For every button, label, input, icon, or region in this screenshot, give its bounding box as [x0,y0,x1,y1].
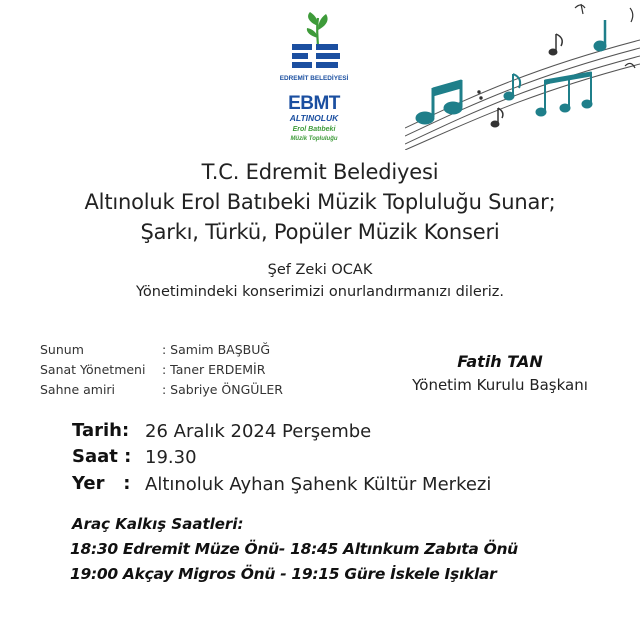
credit-value: : Taner ERDEMİR [162,362,266,377]
signatory-role: Yönetim Kurulu Başkanı [412,376,588,394]
credit-label: Sahne amiri [40,382,116,397]
credit-label: Sunum [40,342,84,357]
ebmt-logo-mark: EBMT [288,93,340,114]
ebmt-logo-caption-3: Müzik Topluluğu [290,136,338,142]
bus-schedule-line-2: 19:00 Akçay Migros Önü - 19:15 Güre İskele Işıklar [70,565,497,583]
signatory-name: Fatih TAN [457,352,543,371]
title-line-1: T.C. Edremit Belediyesi [201,160,439,184]
credit-label: Sanat Yönetmeni [40,362,146,377]
place-value: Altınoluk Ayhan Şahenk Kültür Merkezi [145,474,492,495]
time-label: Saat : [72,446,132,467]
ebmt-logo-caption-1: ALTINOLUK [289,113,339,123]
invitation-line: Yönetimindeki konserimizi onurlandırmanızı dileriz. [135,284,505,300]
bus-schedule-heading: Araç Kalkış Saatleri: [72,515,244,533]
credit-value: : Samim BAŞBUĞ [162,342,271,357]
bus-schedule-line-1: 18:30 Edremit Müze Önü- 18:45 Altınkum Zabıta Önü [70,540,518,558]
conductor-line: Şef Zeki OCAK [267,262,373,278]
date-value: 26 Aralık 2024 Perşembe [145,421,372,442]
time-value: 19.30 [145,447,197,468]
title-line-2: Altınoluk Erol Batıbeki Müzik Topluluğu Sunar; [84,190,556,214]
credit-value: : Sabriye ÖNGÜLER [162,382,283,397]
belediye-logo-caption: EDREMİT BELEDİYESİ [280,75,349,82]
music-notes-decoration [405,0,640,150]
edremit-belediyesi-logo [280,8,380,158]
logo-area [280,8,380,158]
date-label: Tarih: [72,420,130,441]
music-staff-icon [405,0,640,150]
title-line-3: Şarkı, Türkü, Popüler Müzik Konseri [140,220,500,244]
ebmt-logo-caption-2: Erol Batıbeki [292,126,336,133]
place-label: Yer : [72,473,131,494]
